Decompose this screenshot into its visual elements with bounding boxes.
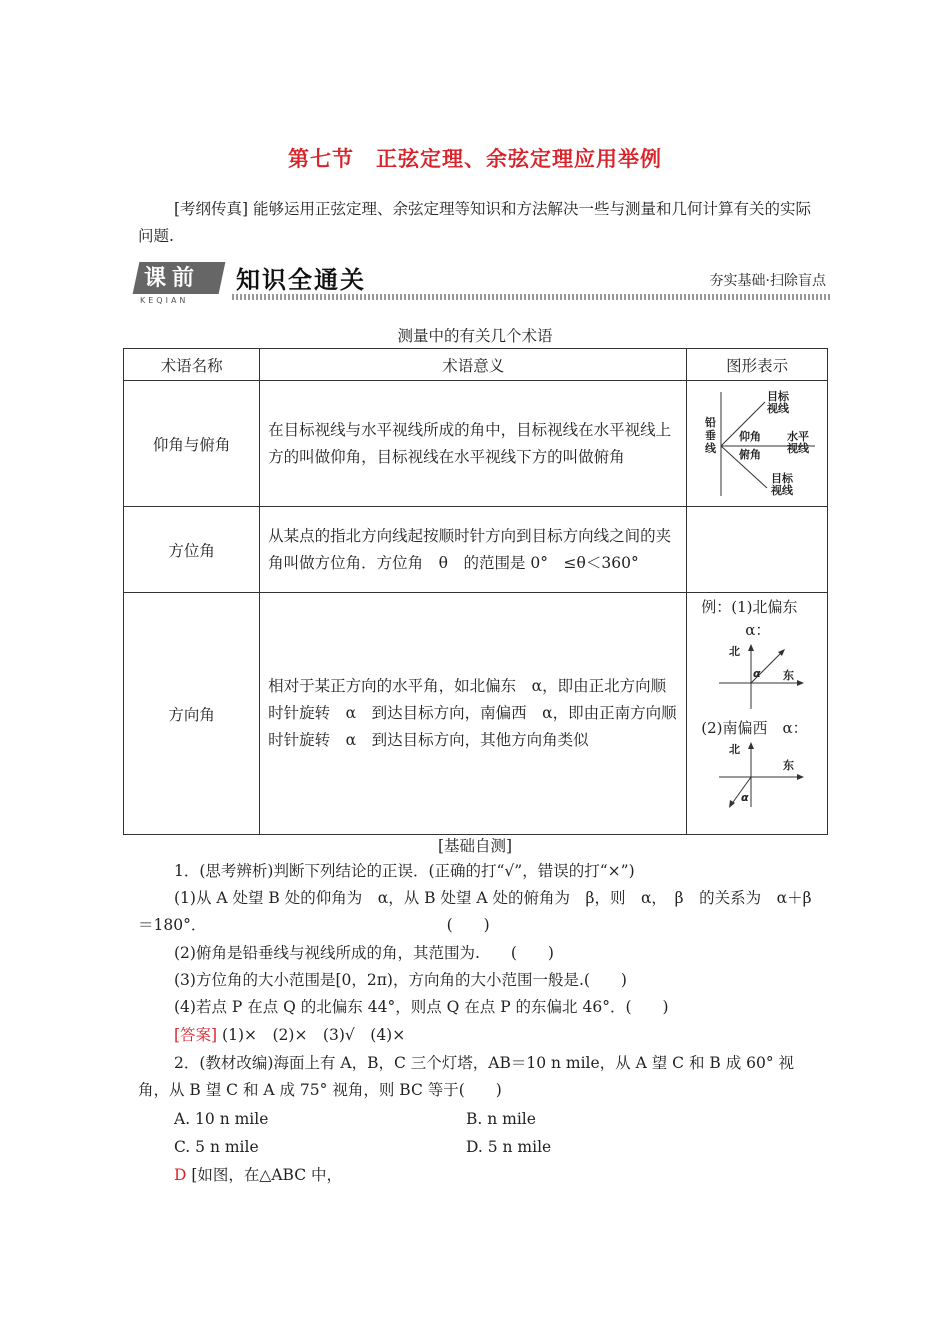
direction-example-1-alpha: α： <box>745 621 771 639</box>
banner-badge: 课前 <box>144 266 201 291</box>
term-meaning: 从某点的指北方向线起按顺时针方向到目标方向线之间的夹角叫做方位角．方位角 θ 的范围是 0° ≤θ＜360° <box>260 507 687 593</box>
north-label: 北 <box>729 645 741 658</box>
north-arrow <box>748 644 754 651</box>
answer-label: [答案] <box>174 1026 218 1044</box>
syllabus-label: [考纲传真] <box>174 200 249 218</box>
direction-figure-cell <box>687 593 828 835</box>
q2-solution <box>174 1162 774 1189</box>
horizontal-label: 水平 <box>787 429 810 443</box>
target-up-label: 目标 <box>767 389 790 403</box>
term-name: 仰角与俯角 <box>124 381 260 507</box>
depression-label: 俯角 <box>739 447 762 461</box>
syllabus-text: 能够运用正弦定理、余弦定理等知识和方法解决一些与测量和几何计算有关的实际问题. <box>138 200 812 245</box>
self-test-label: [基础自测] <box>437 837 513 855</box>
q2-option-c: C. 5 n mile <box>174 1138 259 1156</box>
east-arrow <box>797 774 804 780</box>
banner-heading: 知识全通关 <box>236 266 366 294</box>
empty-figure-cell <box>687 507 828 593</box>
alpha-label: α <box>753 667 761 680</box>
header-term-meaning: 术语意义 <box>260 349 687 381</box>
east-label: 东 <box>783 669 795 682</box>
q2-option-d: D. 5 n mile <box>466 1138 552 1156</box>
target-down-label: 目标 <box>771 471 794 485</box>
direction-example-2: (2)南偏西 α： <box>701 719 808 737</box>
q2-option-b: B. n mile <box>466 1110 536 1128</box>
elevation-depression-diagram <box>691 386 823 502</box>
header-term-name: 术语名称 <box>124 349 260 381</box>
syllabus-intro <box>138 196 818 250</box>
south-west-diagram <box>691 739 823 811</box>
elevation-figure-cell <box>687 381 828 507</box>
term-meaning: 在目标视线与水平视线所成的角中，目标视线在水平视线上方的叫做仰角，目标视线在水平视线下方的叫做俯角 <box>260 381 687 507</box>
plumb-char: 线 <box>705 441 717 455</box>
page-title: 第七节 正弦定理、余弦定理应用举例 <box>288 147 662 171</box>
elevation-label: 仰角 <box>739 429 762 443</box>
term-name: 方位角 <box>124 507 260 593</box>
plumb-char: 铅 <box>705 415 717 429</box>
q1-item: (2)俯角是铅垂线与视线所成的角，其范围为. ( ) <box>174 944 554 962</box>
header-figure: 图形表示 <box>687 349 828 381</box>
table-caption: 测量中的有关几个术语 <box>397 327 553 345</box>
table-header-row <box>124 349 828 381</box>
term-name: 方向角 <box>124 593 260 835</box>
north-east-diagram <box>691 641 823 713</box>
q1-item: (4)若点 P 在点 Q 的北偏东 44°，则点 Q 在点 P 的东偏北 46°．( ) <box>174 998 669 1016</box>
q2-answer-letter: D <box>174 1166 187 1184</box>
q1-item: (3)方位角的大小范围是[0，2π)，方向角的大小范围一般是.( ) <box>174 971 627 989</box>
east-arrow <box>797 680 804 686</box>
q2-option-a: A. 10 n mile <box>174 1110 269 1128</box>
east-label: 东 <box>783 759 795 772</box>
north-arrow <box>748 742 754 749</box>
q1-stem: 1．(思考辨析)判断下列结论的正误．(正确的打“√”，错误的打“×”) <box>174 862 635 880</box>
horizontal-label: 视线 <box>787 441 810 455</box>
north-label: 北 <box>729 743 741 756</box>
banner-divider <box>232 294 830 300</box>
answer-text: (1)× (2)× (3)√ (4)× <box>222 1026 406 1044</box>
banner-tagline: 夯实基础·扫除盲点 <box>709 273 826 289</box>
table-row <box>124 507 828 593</box>
target-down-label: 视线 <box>771 483 794 497</box>
target-up-label: 视线 <box>767 401 790 415</box>
banner-badge-sub: KEQIAN <box>140 296 189 305</box>
terms-table <box>123 348 828 835</box>
q2-solution-text: [如图，在△ABC 中， <box>191 1166 343 1184</box>
section-banner <box>134 258 830 306</box>
q1-answer <box>138 1022 824 1049</box>
alpha-label: α <box>741 791 749 804</box>
term-meaning: 相对于某正方向的水平角，如北偏东 α，即由正北方向顺时针旋转 α 到达目标方向，南偏西 α，即由正南方向顺时针旋转 α 到达目标方向，其他方向角类似 <box>260 593 687 835</box>
table-row <box>124 381 828 507</box>
q1-item: (1)从 A 处望 B 处的仰角为 α，从 B 处望 A 处的俯角为 β，则 α， β 的关系为 α＋β＝180°． ( ) <box>138 889 812 934</box>
table-row <box>124 593 828 835</box>
direction-example-1: 例：(1)北偏东 <box>701 598 798 616</box>
plumb-char: 垂 <box>705 428 717 442</box>
q2-stem: 2．(教材改编)海面上有 A，B，C 三个灯塔，AB＝10 n mile，从 A 望 C 和 B 成 60° 视角，从 B 望 C 和 A 成 75° 视角，则 BC 等于( ) <box>138 1054 795 1099</box>
